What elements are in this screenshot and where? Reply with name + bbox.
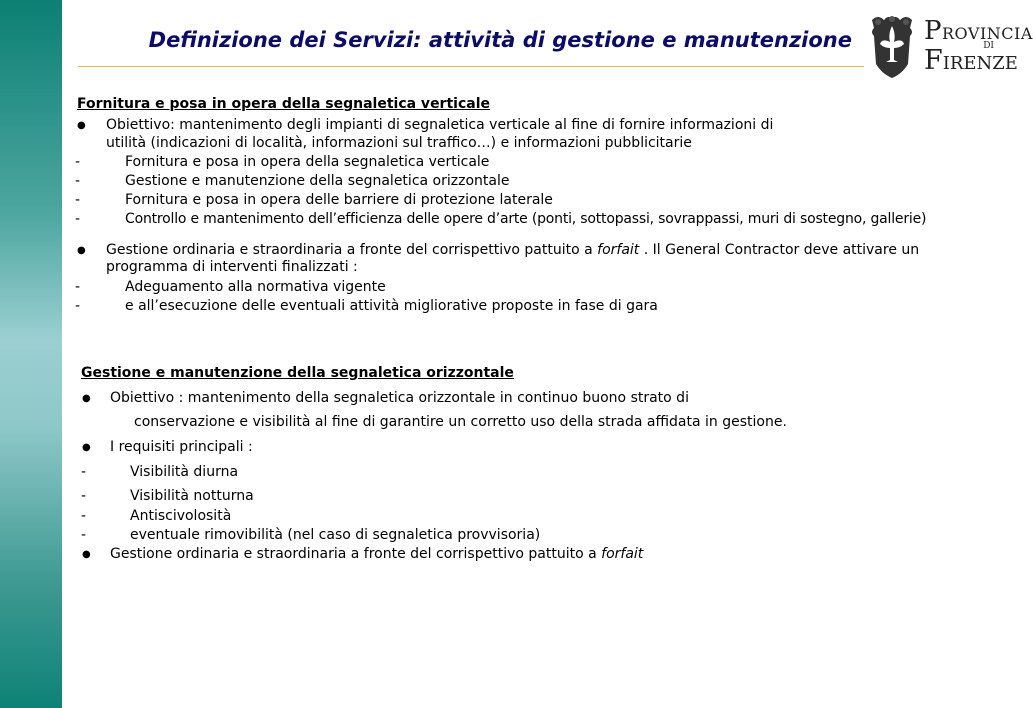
section2-heading: Gestione e manutenzione della segnaletica orizzontale bbox=[81, 365, 514, 381]
management-text-post: . Il General Contractor deve attivare un bbox=[639, 242, 920, 258]
section2-objective-line2: conservazione e visibilità al fine di garantire un corretto uso della strada affidata in gestione. bbox=[134, 414, 787, 430]
section1-dash-item: Fornitura e posa in opera della segnaletica verticale bbox=[125, 154, 490, 170]
logo-line1-cap: P bbox=[924, 16, 942, 46]
section2-management-line bbox=[110, 546, 643, 563]
dash-marker: - bbox=[75, 279, 81, 295]
decorative-side-bar bbox=[0, 0, 62, 708]
section1-objective-line1: Obiettivo: mantenimento degli impianti di segnaletica verticale al fine di fornire informazioni di bbox=[106, 117, 774, 133]
management-italic: forfait bbox=[601, 546, 644, 562]
bullet-dot-icon: ● bbox=[77, 245, 86, 256]
section1-heading: Fornitura e posa in opera della segnaletica verticale bbox=[77, 96, 490, 112]
section1-management-line1 bbox=[106, 242, 919, 259]
logo-line3-cap: F bbox=[924, 45, 943, 76]
dash-marker: - bbox=[75, 173, 81, 189]
dash-marker: - bbox=[75, 298, 81, 314]
title-divider bbox=[78, 66, 864, 67]
logo-wordmark bbox=[924, 16, 1033, 76]
dash-marker: - bbox=[81, 527, 87, 543]
section1-dash-item: Controllo e mantenimento dell’efficienza delle opere d’arte (ponti, sottopassi, sovrappassi, muri di sostegno, gallerie) bbox=[125, 211, 927, 227]
section1-objective-line2: utilità (indicazioni di località, informazioni sul traffico…) e informazioni pubblicitarie bbox=[106, 135, 692, 151]
dash-marker: - bbox=[75, 211, 81, 227]
logo-line1-rest: ROVINCIA bbox=[942, 24, 1033, 43]
slide-title: Definizione dei Servizi: attività di gestione e manutenzione bbox=[148, 28, 852, 52]
provincia-firenze-logo bbox=[864, 12, 1033, 82]
section1-dash-item: Fornitura e posa in opera delle barriere di protezione laterale bbox=[125, 192, 553, 208]
bullet-dot-icon: ● bbox=[82, 442, 91, 453]
logo-line3-rest: IRENZE bbox=[942, 53, 1018, 74]
bullet-dot-icon: ● bbox=[82, 549, 91, 560]
florence-lily-emblem-icon bbox=[864, 12, 920, 80]
management-italic: forfait bbox=[597, 242, 640, 258]
section2-requirements-label: I requisiti principali : bbox=[110, 439, 253, 455]
dash-marker: - bbox=[75, 154, 81, 170]
management-text: Gestione ordinaria e straordinaria a fronte del corrispettivo pattuito a bbox=[106, 242, 598, 258]
section2-objective-line1: Obiettivo : mantenimento della segnaletica orizzontale in continuo buono strato di bbox=[110, 390, 689, 406]
section1-management-line2: programma di interventi finalizzati : bbox=[106, 259, 358, 275]
section2-requirement-item: Visibilità diurna bbox=[130, 464, 239, 480]
management-text: Gestione ordinaria e straordinaria a fronte del corrispettivo pattuito a bbox=[110, 546, 602, 562]
section2-requirement-item: Antiscivolosità bbox=[130, 508, 232, 524]
section1-program-item: e all’esecuzione delle eventuali attività migliorative proposte in fase di gara bbox=[125, 298, 658, 314]
dash-marker: - bbox=[81, 464, 87, 480]
section2-requirement-item: eventuale rimovibilità (nel caso di segnaletica provvisoria) bbox=[130, 527, 541, 543]
section1-dash-item: Gestione e manutenzione della segnaletica orizzontale bbox=[125, 173, 510, 189]
dash-marker: - bbox=[75, 192, 81, 208]
section2-requirement-item: Visibilità notturna bbox=[130, 488, 254, 504]
logo-line2: DI bbox=[983, 41, 994, 51]
bullet-dot-icon: ● bbox=[82, 393, 91, 404]
dash-marker: - bbox=[81, 508, 87, 524]
bullet-dot-icon: ● bbox=[77, 120, 86, 131]
section1-program-item: Adeguamento alla normativa vigente bbox=[125, 279, 386, 295]
dash-marker: - bbox=[81, 488, 87, 504]
